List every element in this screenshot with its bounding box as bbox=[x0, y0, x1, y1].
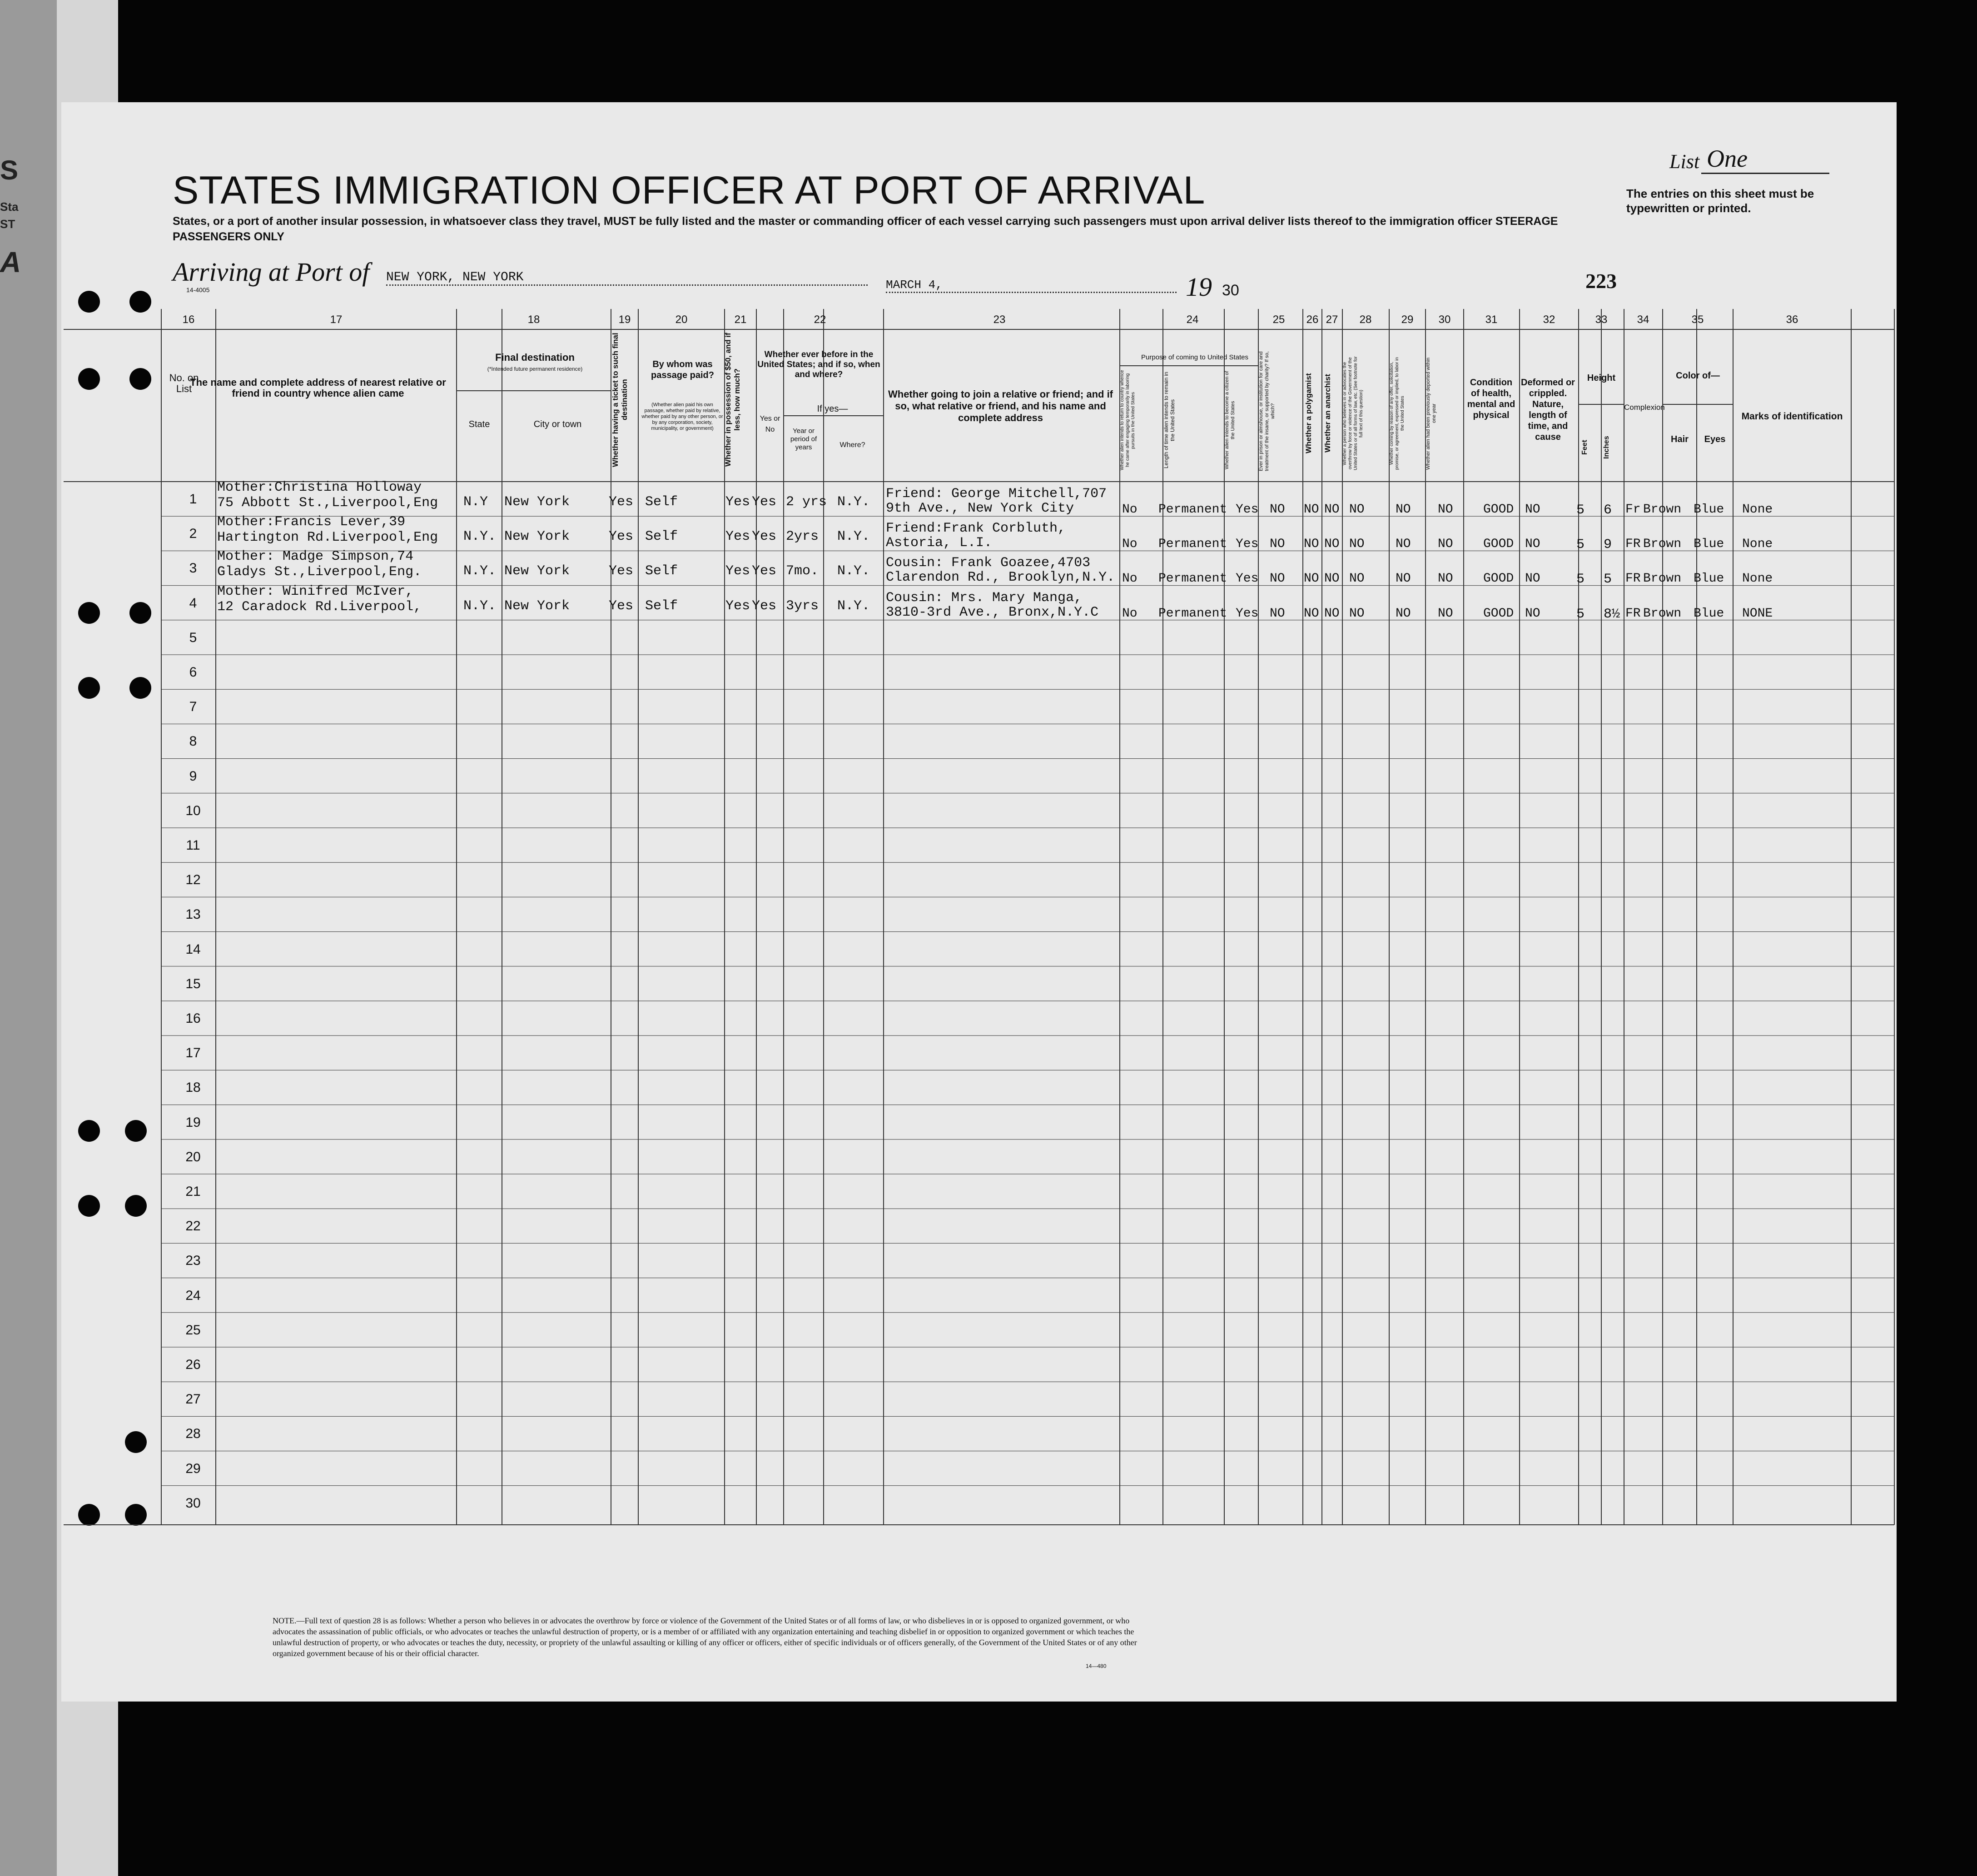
header-if-yes: If yes— bbox=[817, 404, 848, 414]
relative-address: Gladys St.,Liverpool,Eng. bbox=[217, 564, 422, 580]
dest-state: N.Y bbox=[463, 494, 488, 510]
punch-hole bbox=[78, 291, 100, 313]
header-nearest-relative: The name and complete address of nearest relative or friend in country whence alien came bbox=[190, 377, 446, 399]
fifty-dollars-value: Yes bbox=[725, 563, 750, 579]
column-number: 32 bbox=[1543, 313, 1555, 326]
citizen-value: Yes bbox=[1236, 572, 1259, 586]
column-number: 21 bbox=[734, 313, 747, 326]
header-length-of-stay: Length of time alien intends to remain in the United States bbox=[1163, 372, 1176, 469]
prison-value: NO bbox=[1270, 503, 1285, 517]
hair-color-value: Brown bbox=[1643, 572, 1682, 586]
header-year-period: Year or period of years bbox=[790, 427, 817, 451]
prev-page-text: S bbox=[0, 155, 19, 185]
dest-state: N.Y. bbox=[463, 529, 497, 545]
citizen-value: Yes bbox=[1236, 503, 1259, 517]
passage-paid-value: Self bbox=[645, 598, 678, 614]
height-inches-value: 9 bbox=[1604, 537, 1612, 553]
complexion-value: FR bbox=[1625, 537, 1641, 552]
before-us-period: 2yrs bbox=[786, 529, 819, 545]
labor-offer-value: NO bbox=[1396, 606, 1411, 621]
row-number: 30 bbox=[185, 1495, 201, 1511]
height-feet-value: 5 bbox=[1576, 537, 1585, 553]
row-number: 11 bbox=[186, 838, 200, 853]
prison-value: NO bbox=[1270, 606, 1285, 621]
anarchist-value: NO bbox=[1324, 572, 1340, 586]
column-number: 16 bbox=[182, 313, 195, 326]
eye-color-value: Blue bbox=[1694, 503, 1724, 517]
relative-name: Mother:Francis Lever,39 bbox=[217, 514, 406, 530]
row-number: 14 bbox=[185, 941, 201, 957]
before-us-value: Yes bbox=[752, 494, 777, 510]
deported-value: NO bbox=[1438, 606, 1453, 621]
prison-value: NO bbox=[1270, 572, 1285, 586]
health-value: GOOD bbox=[1483, 537, 1514, 552]
return-intent-value: No bbox=[1122, 537, 1138, 552]
page-edge-shadow bbox=[0, 0, 57, 1876]
row-number: 27 bbox=[185, 1392, 201, 1407]
column-number: 18 bbox=[527, 313, 540, 326]
row-number: 2 bbox=[189, 526, 197, 542]
column-number: 22 bbox=[814, 313, 826, 326]
header-marks: Marks of identification bbox=[1741, 411, 1843, 422]
row-number: 10 bbox=[185, 803, 201, 818]
dest-city: New York bbox=[504, 529, 570, 545]
relative-address: 12 Caradock Rd.Liverpool, bbox=[217, 599, 422, 615]
header-state: State bbox=[468, 419, 490, 429]
before-us-period: 7mo. bbox=[786, 563, 819, 579]
manifest-sheet bbox=[61, 102, 1897, 1702]
header-prison-almshouse: Ever in prison or almshouse, or institution for care and treatment of the insane, or supported by charity? If so, which? bbox=[1258, 351, 1276, 471]
header-passage-paid: By whom was passage paid? bbox=[651, 359, 714, 380]
dest-city: New York bbox=[504, 494, 570, 510]
row-number: 22 bbox=[185, 1219, 201, 1234]
dest-state: N.Y. bbox=[463, 598, 497, 614]
complexion-value: FR bbox=[1625, 572, 1641, 586]
before-us-where: N.Y. bbox=[837, 529, 870, 545]
arrival-port: NEW YORK, NEW YORK bbox=[386, 270, 868, 286]
prison-value: NO bbox=[1270, 537, 1285, 552]
form-number: 14-4005 bbox=[186, 286, 210, 294]
anarchist-value: NO bbox=[1324, 537, 1340, 552]
header-city-or-town: City or town bbox=[533, 419, 582, 429]
header-hair: Hair bbox=[1671, 434, 1689, 444]
deformed-value: NO bbox=[1525, 503, 1540, 517]
row-number: 8 bbox=[189, 734, 197, 749]
contact-name: Cousin: Frank Goazee,4703 bbox=[886, 555, 1091, 571]
ticket-value: Yes bbox=[609, 529, 634, 545]
contact-address: 3810-3rd Ave., Bronx,N.Y.C bbox=[886, 604, 1099, 620]
column-number: 25 bbox=[1272, 313, 1285, 326]
header-fifty-dollars: Whether in possession of $50, and if less, how much? bbox=[724, 333, 741, 467]
polygamist-value: NO bbox=[1304, 503, 1319, 517]
hair-color-value: Brown bbox=[1643, 537, 1682, 552]
height-inches-value: 5 bbox=[1604, 572, 1612, 587]
page-number: 223 bbox=[1585, 269, 1617, 293]
punch-hole bbox=[125, 1195, 147, 1217]
health-value: GOOD bbox=[1483, 606, 1514, 621]
height-feet-value: 5 bbox=[1576, 572, 1585, 587]
column-number: 24 bbox=[1186, 313, 1199, 326]
header-anarchist: Whether an anarchist bbox=[1323, 374, 1332, 453]
length-of-stay-value: Permanent bbox=[1158, 572, 1227, 586]
arriving-label: Arriving at Port of bbox=[173, 257, 370, 287]
row-number: 21 bbox=[185, 1184, 201, 1199]
row-number: 25 bbox=[185, 1322, 201, 1338]
row-number: 6 bbox=[189, 665, 197, 680]
row-number: 29 bbox=[185, 1461, 201, 1476]
list-label: List bbox=[1669, 150, 1700, 173]
eye-color-value: Blue bbox=[1694, 572, 1724, 586]
row-number: 5 bbox=[189, 630, 197, 645]
fifty-dollars-value: Yes bbox=[725, 598, 750, 614]
punch-hole bbox=[129, 291, 151, 313]
prev-page-text: A bbox=[0, 246, 21, 279]
polygamist-value: NO bbox=[1304, 572, 1319, 586]
row-number: 9 bbox=[189, 768, 197, 784]
arrival-year-suffix: 30 bbox=[1222, 282, 1239, 299]
header-eyes: Eyes bbox=[1704, 434, 1726, 444]
header-height: Height bbox=[1587, 373, 1616, 383]
hair-color-value: Brown bbox=[1643, 606, 1682, 621]
footnote: NOTE.—Full text of question 28 is as follows: Whether a person who believes in or advocates the overthrow by force or violence of the Government of the United States or of all forms of law, or who disbelieves in or is opposed to organized government, or who advocates the assassination of public officials, or who advocates or teaches the unlawful destruction of property, or is a member of or affiliated with any organization entertaining and teaching disbelief in or opposition to organized government or which teaches the unlawful destruction of property, or who advocates or teaches the duty, necessity, or propriety of the unlawful assaulting or killing of any officer or officers, either of specific individuals or of officers generally, of the Government of the United States or of any other organized government because of his or their official character. bbox=[273, 1616, 1137, 1658]
punch-hole bbox=[78, 1120, 100, 1142]
labor-offer-value: NO bbox=[1396, 537, 1411, 552]
prev-page-text: Sta bbox=[0, 200, 19, 214]
contact-address: Astoria, L.I. bbox=[886, 535, 993, 551]
header-ticket: Whether having a ticket to such final destination bbox=[611, 333, 629, 467]
header-feet: Feet bbox=[1581, 440, 1589, 455]
column-number: 17 bbox=[330, 313, 343, 326]
header-purpose: Purpose of coming to United States bbox=[1141, 353, 1248, 361]
row-number: 24 bbox=[185, 1288, 201, 1303]
row-number: 12 bbox=[185, 872, 201, 888]
contact-address: Clarendon Rd., Brooklyn,N.Y. bbox=[886, 570, 1115, 586]
height-inches-value: 6 bbox=[1604, 503, 1612, 518]
punch-hole bbox=[125, 1120, 147, 1142]
row-number: 3 bbox=[189, 561, 197, 576]
punch-hole bbox=[125, 1431, 147, 1453]
height-feet-value: 5 bbox=[1576, 503, 1585, 518]
column-number: 28 bbox=[1359, 313, 1372, 326]
header-joining-relative: Whether going to join a relative or friend; and if so, what relative or friend, and his name and complete address bbox=[888, 388, 1113, 423]
row-number: 23 bbox=[185, 1253, 201, 1269]
height-feet-value: 5 bbox=[1576, 606, 1585, 622]
header-inches: Inches bbox=[1603, 436, 1610, 459]
row-number: 19 bbox=[185, 1115, 201, 1130]
height-inches-value: 8½ bbox=[1604, 606, 1620, 622]
header-return-intent: Whether alien intends to return to country whence he came after engaging temporarily in laboring pursuits in the United States bbox=[1120, 370, 1136, 471]
header-final-destination: Final destination bbox=[495, 352, 575, 363]
column-number: 33 bbox=[1595, 313, 1608, 326]
row-number: 13 bbox=[185, 907, 201, 922]
length-of-stay-value: Permanent bbox=[1158, 606, 1227, 621]
arrival-year-prefix: 19 bbox=[1186, 272, 1212, 302]
health-value: GOOD bbox=[1483, 572, 1514, 586]
punch-hole bbox=[78, 602, 100, 624]
punch-hole bbox=[78, 1195, 100, 1217]
question-28-value: NO bbox=[1349, 537, 1365, 552]
header-complexion: Complexion bbox=[1624, 403, 1665, 412]
column-number: 36 bbox=[1786, 313, 1798, 326]
fifty-dollars-value: Yes bbox=[725, 529, 750, 545]
column-number: 20 bbox=[675, 313, 688, 326]
length-of-stay-value: Permanent bbox=[1158, 537, 1227, 552]
header-labor-offer: Whether coming by reason of any offer, solicitation, promise, or agreement, expressed or implied, to labor in the United States bbox=[1389, 357, 1405, 470]
contact-name: Cousin: Mrs. Mary Manga, bbox=[886, 590, 1083, 606]
header-become-citizen: Whether alien intends to become a citizen of the United States bbox=[1224, 371, 1236, 470]
ticket-value: Yes bbox=[609, 563, 634, 579]
dest-state: N.Y. bbox=[463, 563, 497, 579]
marks-value: None bbox=[1742, 503, 1773, 517]
before-us-where: N.Y. bbox=[837, 494, 870, 510]
page-title: STATES IMMIGRATION OFFICER AT PORT OF ARRIVAL bbox=[173, 169, 1206, 212]
question-28-value: NO bbox=[1349, 572, 1365, 586]
header-yes-no: Yes or No bbox=[760, 415, 780, 433]
column-number: 35 bbox=[1691, 313, 1704, 326]
ticket-value: Yes bbox=[609, 494, 634, 510]
contact-name: Friend:Frank Corbluth, bbox=[886, 521, 1066, 537]
labor-offer-value: NO bbox=[1396, 572, 1411, 586]
row-number: 20 bbox=[185, 1149, 201, 1164]
page-subtitle: States, or a port of another insular possession, in whatsoever class they travel, MUST be fully listed and the master or commanding officer of each vessel carrying such passengers must upon arrival deliver lists thereof to the immigration officer STEERAGE PASSENGERS ONLY bbox=[173, 215, 1558, 243]
deformed-value: NO bbox=[1525, 537, 1540, 552]
before-us-period: 3yrs bbox=[786, 598, 819, 614]
relative-name: Mother: Madge Simpson,74 bbox=[217, 549, 414, 565]
column-number: 23 bbox=[993, 313, 1006, 326]
punch-hole bbox=[78, 1504, 100, 1526]
row-number: 1 bbox=[189, 492, 197, 507]
complexion-value: FR bbox=[1625, 606, 1641, 621]
deformed-value: NO bbox=[1525, 606, 1540, 621]
header-health: Condition of health, mental and physical bbox=[1467, 378, 1515, 420]
before-us-where: N.Y. bbox=[837, 563, 870, 579]
eye-color-value: Blue bbox=[1694, 537, 1724, 552]
complexion-value: Fr bbox=[1625, 503, 1641, 517]
deformed-value: NO bbox=[1525, 572, 1540, 586]
passage-paid-value: Self bbox=[645, 563, 678, 579]
column-number: 27 bbox=[1326, 313, 1338, 326]
hair-color-value: Brown bbox=[1643, 503, 1682, 517]
before-us-value: Yes bbox=[752, 598, 777, 614]
marks-value: NONE bbox=[1742, 606, 1773, 621]
header-deformed: Deformed or crippled. Nature, length of time, and cause bbox=[1521, 378, 1575, 442]
return-intent-value: No bbox=[1122, 606, 1138, 621]
marks-value: None bbox=[1742, 572, 1773, 586]
relative-name: Mother: Winifred McIver, bbox=[217, 583, 414, 599]
header-no-on-list: No. on List bbox=[169, 372, 199, 394]
citizen-value: Yes bbox=[1236, 606, 1259, 621]
row-number: 18 bbox=[185, 1080, 201, 1095]
relative-address: Hartington Rd.Liverpool,Eng bbox=[217, 530, 438, 546]
deported-value: NO bbox=[1438, 537, 1453, 552]
citizen-value: Yes bbox=[1236, 537, 1259, 552]
column-number: 34 bbox=[1637, 313, 1649, 326]
header-passage-paid-note: (Whether alien paid his own passage, whether paid by relative, whether paid by any other person, or by any corporation, society, municipality, or government) bbox=[641, 402, 723, 431]
row-number: 16 bbox=[185, 1011, 201, 1026]
punch-hole bbox=[129, 602, 151, 624]
header-question-28: Whether a person who believes in or advocates the overthrow by force or violence of the Government of the United States or of all forms of law, etc. (See footnote for full text of this question) bbox=[1342, 356, 1364, 471]
row-number: 4 bbox=[189, 595, 197, 611]
relative-name: Mother:Christina Holloway bbox=[217, 480, 422, 495]
punch-hole bbox=[129, 368, 151, 390]
header-previously-deported: Whether alien had been previously deported within one year bbox=[1426, 357, 1437, 470]
dest-city: New York bbox=[504, 563, 570, 579]
eye-color-value: Blue bbox=[1694, 606, 1724, 621]
return-intent-value: No bbox=[1122, 572, 1138, 586]
footnote-form-number: 14—480 bbox=[1086, 1663, 1107, 1669]
column-number: 19 bbox=[618, 313, 631, 326]
column-number: 26 bbox=[1306, 313, 1319, 326]
row-number: 28 bbox=[185, 1426, 201, 1442]
question-28-value: NO bbox=[1349, 606, 1365, 621]
column-number: 29 bbox=[1401, 313, 1414, 326]
arrival-date: MARCH 4, bbox=[886, 278, 1177, 293]
contact-address: 9th Ave., New York City bbox=[886, 501, 1074, 516]
column-number: 30 bbox=[1438, 313, 1451, 326]
row-number: 26 bbox=[185, 1357, 201, 1372]
punch-hole bbox=[78, 368, 100, 390]
punch-hole bbox=[78, 677, 100, 699]
polygamist-value: NO bbox=[1304, 537, 1319, 552]
length-of-stay-value: Permanent bbox=[1158, 503, 1227, 517]
header-ever-before-us: Whether ever before in the United States; and if so, when and where? bbox=[757, 350, 880, 379]
fifty-dollars-value: Yes bbox=[725, 494, 750, 510]
row-number: 17 bbox=[185, 1045, 201, 1061]
row-number: 7 bbox=[189, 699, 197, 715]
before-us-value: Yes bbox=[752, 563, 777, 579]
punch-hole bbox=[129, 677, 151, 699]
before-us-value: Yes bbox=[752, 529, 777, 545]
passage-paid-value: Self bbox=[645, 494, 678, 510]
before-us-where: N.Y. bbox=[837, 598, 870, 614]
polygamist-value: NO bbox=[1304, 606, 1319, 621]
list-number: One bbox=[1701, 144, 1829, 174]
relative-address: 75 Abbott St.,Liverpool,Eng bbox=[217, 495, 438, 511]
punch-hole bbox=[125, 1504, 147, 1526]
row-number: 15 bbox=[185, 976, 201, 991]
anarchist-value: NO bbox=[1324, 503, 1340, 517]
contact-name: Friend: George Mitchell,707 bbox=[886, 486, 1107, 502]
header-where: Where? bbox=[839, 441, 865, 449]
ticket-value: Yes bbox=[609, 598, 634, 614]
header-polygamist: Whether a polygamist bbox=[1304, 373, 1313, 454]
marks-value: None bbox=[1742, 537, 1773, 552]
before-us-period: 2 yrs bbox=[786, 494, 827, 510]
return-intent-value: No bbox=[1122, 503, 1138, 517]
header-final-destination-note: (*Intended future permanent residence) bbox=[487, 366, 583, 372]
question-28-value: NO bbox=[1349, 503, 1365, 517]
prev-page-text: ST bbox=[0, 217, 15, 231]
deported-value: NO bbox=[1438, 503, 1453, 517]
passage-paid-value: Self bbox=[645, 529, 678, 545]
labor-offer-value: NO bbox=[1396, 503, 1411, 517]
dest-city: New York bbox=[504, 598, 570, 614]
deported-value: NO bbox=[1438, 572, 1453, 586]
anarchist-value: NO bbox=[1324, 606, 1340, 621]
entries-note: The entries on this sheet must be typewritten or printed. bbox=[1626, 187, 1814, 215]
header-color-of: Color of— bbox=[1676, 371, 1720, 381]
column-number: 31 bbox=[1485, 313, 1498, 326]
health-value: GOOD bbox=[1483, 503, 1514, 517]
